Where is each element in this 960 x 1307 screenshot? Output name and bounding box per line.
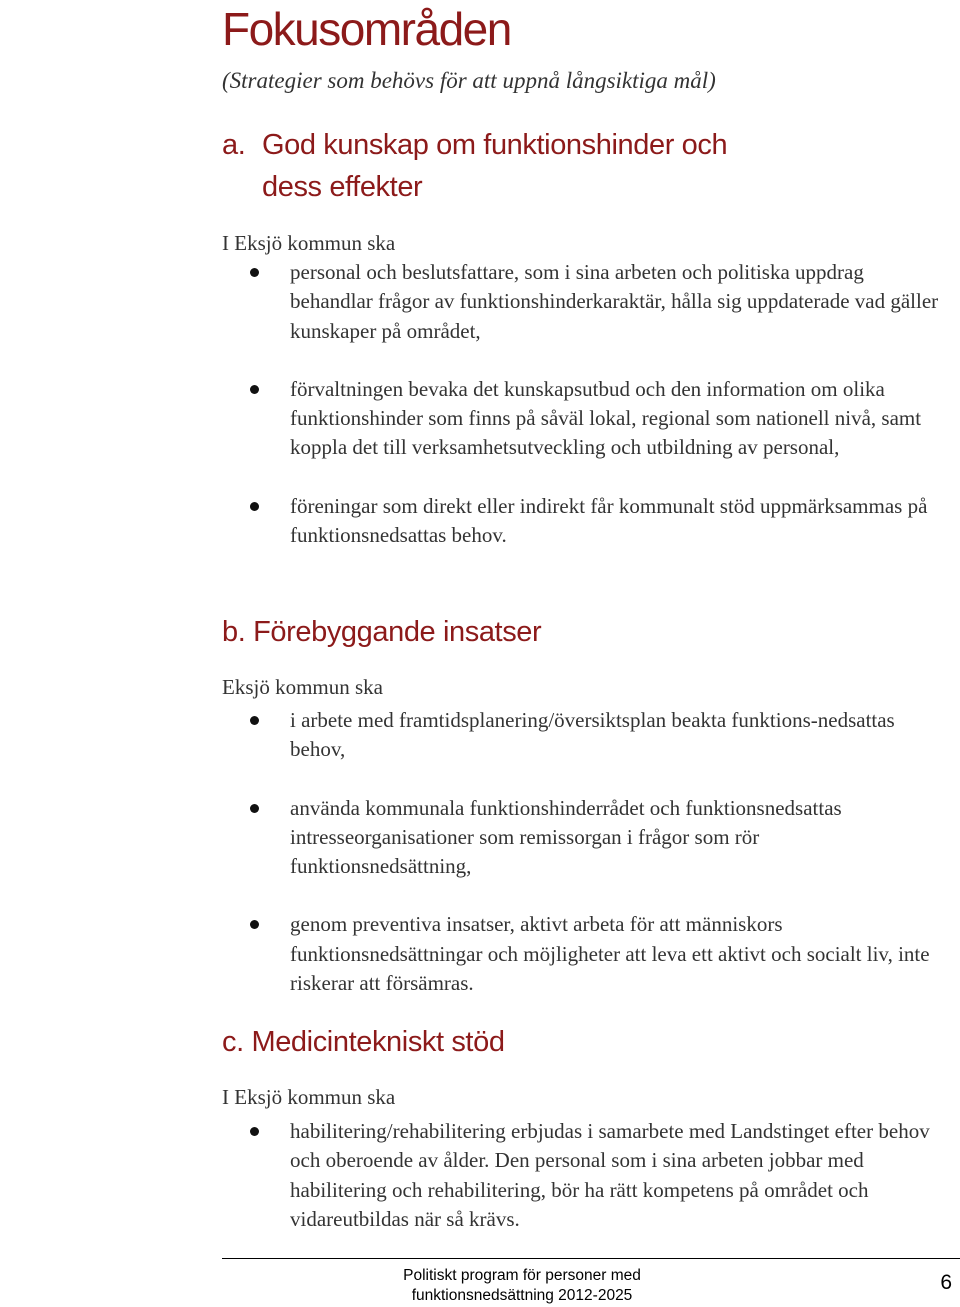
list-item: [250, 375, 940, 463]
page-subtitle: (Strategier som behövs för att uppnå långsiktiga mål): [222, 68, 716, 93]
list-item-text: habilitering/rehabilitering erbjudas i samarbete med Landstinget efter behov och oberoende av ålder. Den personal som i sina arbeten jobbar med habilitering och rehabilitering, bör ha rätt kompetens på området och vidareutbildas när så krävs.: [290, 1119, 930, 1231]
bullet-icon: [250, 1127, 259, 1136]
list-item: [250, 706, 940, 765]
section-a-heading: [222, 124, 862, 208]
list-item-text: använda kommunala funktionshinderrådet och funktionsnedsattas intresseorganisationer som remissorgan i frågor som rör funktionsnedsättning,: [290, 795, 842, 879]
section-a-heading-line1: God kunskap om funktionshinder och: [262, 129, 728, 161]
footer-text: [382, 1266, 662, 1306]
bullet-icon: [250, 268, 259, 277]
page-title: Fokusområden: [222, 3, 511, 55]
section-c-intro: I Eksjö kommun ska: [222, 1085, 396, 1109]
list-item: [250, 910, 940, 998]
section-c-letter: c.: [222, 1026, 244, 1058]
section-a-list: [250, 258, 940, 579]
list-item-text: förvaltningen bevaka det kunskapsutbud och den information om olika funktionshinder som finns på såväl lokal, regional som nationell nivå, samt koppla det till verksamhetsutveckling och utbildning av personal,: [290, 376, 922, 460]
bullet-icon: [250, 716, 259, 725]
section-a-heading-line2: dess effekter: [262, 171, 423, 203]
section-b-letter: b.: [222, 616, 246, 648]
list-item: [250, 492, 940, 551]
list-item: [250, 1117, 940, 1234]
section-b-heading: [222, 611, 541, 653]
bullet-icon: [250, 502, 259, 511]
section-a-letter: a.: [222, 129, 246, 161]
footer-divider: [222, 1258, 960, 1259]
list-item-text: föreningar som direkt eller indirekt får kommunalt stöd uppmärksammas på funktionsnedsattas behov.: [290, 493, 928, 548]
footer-line1: Politiskt program för personer med: [403, 1267, 641, 1284]
section-b-heading-text: Förebyggande insatser: [253, 616, 542, 648]
section-c-heading-text: Medicintekniskt stöd: [251, 1026, 505, 1058]
page-number: 6: [940, 1271, 952, 1294]
section-b-list: [250, 706, 940, 1027]
section-c-list: [250, 1117, 940, 1263]
bullet-icon: [250, 804, 259, 813]
list-item-text: personal och beslutsfattare, som i sina arbeten och politiska uppdrag behandlar frågor av funktionshinderkaraktär, hålla sig uppdaterade vad gäller kunskaper på området,: [290, 260, 939, 343]
list-item: [250, 794, 940, 882]
bullet-icon: [250, 920, 259, 929]
list-item-text: genom preventiva insatser, aktivt arbeta för att människors funktionsnedsättningar och möjligheter att leva ett aktivt och socialt liv, inte riskerar att försämras.: [290, 912, 930, 996]
list-item: [250, 258, 940, 346]
footer-line2: funktionsnedsättning 2012-2025: [411, 1287, 633, 1304]
list-item-text: i arbete med framtidsplanering/översiktsplan beakta funktions-nedsattas behov,: [290, 708, 895, 762]
section-c-heading: [222, 1021, 505, 1063]
bullet-icon: [250, 385, 259, 394]
section-b-intro: Eksjö kommun ska: [222, 675, 383, 699]
section-a-intro: I Eksjö kommun ska: [222, 231, 396, 255]
